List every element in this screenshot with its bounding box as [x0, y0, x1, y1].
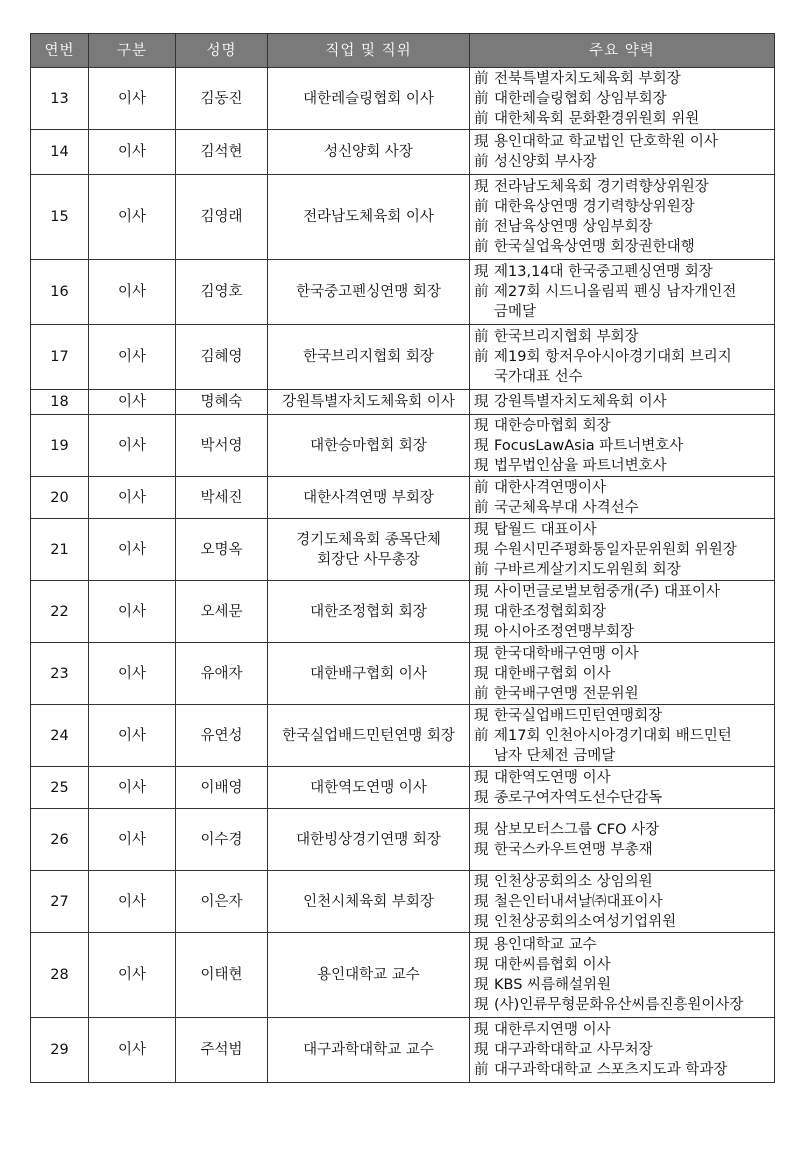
job-position-cell: 한국실업배드민턴연맹 회장 [268, 705, 470, 767]
career-item [474, 788, 774, 808]
table-row [31, 325, 775, 390]
name-cell: 이태현 [176, 933, 268, 1018]
career-status-mark: 現 [474, 394, 489, 410]
career-text: 법무법인삼율 파트너변호사 [494, 457, 667, 474]
career-status-mark: 現 [474, 821, 489, 838]
number-cell: 27 [31, 871, 89, 933]
career-item [474, 1020, 774, 1040]
category-cell: 이사 [89, 260, 176, 325]
header-career: 주요 약력 [470, 34, 775, 68]
job-position-cell: 대한승마협회 회장 [268, 415, 470, 477]
category-cell: 이사 [89, 871, 176, 933]
career-status-mark: 前 [474, 727, 489, 744]
job-position-cell: 대한사격연맹 부회장 [268, 477, 470, 519]
category-cell: 이사 [89, 519, 176, 581]
name-cell: 김영래 [176, 175, 268, 260]
career-status-mark: 現 [474, 841, 489, 858]
table-row [31, 581, 775, 643]
career-text: 강원특별자치도체육회 이사 [494, 394, 667, 410]
career-item [474, 282, 774, 302]
category-cell: 이사 [89, 175, 176, 260]
table-row [31, 68, 775, 130]
career-status-mark: 現 [474, 769, 489, 786]
table-row [31, 415, 775, 477]
job-position-cell: 대한빙상경기연맹 회장 [268, 809, 470, 871]
career-text: FocusLawAsia 파트너변호사 [494, 437, 684, 454]
career-item [474, 69, 774, 89]
career-text: 탑월드 대표이사 [494, 521, 597, 538]
career-status-mark: 前 [474, 1062, 489, 1078]
career-text: 대구과학대학교 사무처장 [494, 1042, 653, 1058]
career-item [474, 726, 774, 746]
career-item [474, 975, 774, 995]
career-text: 용인대학교 학교법인 단호학원 이사 [494, 134, 718, 150]
career-text: 아시아조정연맹부회장 [494, 623, 635, 640]
career-text: 인천상공회의소여성기업위원 [494, 913, 677, 930]
table-row [31, 130, 775, 175]
career-status-mark: 現 [474, 1042, 489, 1058]
category-cell: 이사 [89, 415, 176, 477]
job-position-cell: 인천시체육회 부회장 [268, 871, 470, 933]
career-item [474, 89, 774, 109]
career-item [474, 912, 774, 932]
career-text: 종로구여자역도선수단감독 [494, 789, 663, 806]
number-cell: 19 [31, 415, 89, 477]
career-status-mark: 現 [474, 645, 489, 662]
career-status-mark: 前 [474, 499, 489, 516]
number-cell: 22 [31, 581, 89, 643]
name-cell: 김석현 [176, 130, 268, 175]
career-text: 한국브리지협회 부회장 [494, 329, 639, 345]
career-text: 사이먼글로벌보험중개(주) 대표이사 [494, 583, 721, 600]
career-status-mark: 前 [474, 329, 489, 345]
job-position-cell: 성신양회 사장 [268, 130, 470, 175]
career-text: 대한조정협회회장 [494, 603, 607, 620]
career-item [474, 935, 774, 955]
career-item [474, 622, 774, 642]
category-cell: 이사 [89, 325, 176, 390]
job-position-cell: 한국브리지협회 회장 [268, 325, 470, 390]
career-cell [470, 767, 775, 809]
table-header-row [31, 34, 775, 68]
career-cell [470, 643, 775, 705]
career-item [474, 820, 774, 840]
number-cell: 28 [31, 933, 89, 1018]
career-text: 대한씨름협회 이사 [494, 957, 611, 973]
career-text: 대한승마협회 회장 [494, 417, 611, 434]
career-item [474, 109, 774, 129]
career-status-mark: 現 [474, 665, 489, 682]
number-cell: 18 [31, 390, 89, 415]
career-text: 제27회 시드니올림픽 펜싱 남자개인전 [494, 284, 737, 300]
career-item [474, 262, 774, 282]
career-status-mark: 現 [474, 873, 489, 890]
career-cell [470, 809, 775, 871]
career-item [474, 197, 774, 217]
name-cell: 주석범 [176, 1018, 268, 1083]
career-item [474, 347, 774, 367]
career-cell [470, 130, 775, 175]
career-status-mark: 前 [474, 284, 489, 300]
career-cell [470, 68, 775, 130]
career-cell [470, 415, 775, 477]
career-cell [470, 325, 775, 390]
career-status-mark: 現 [474, 997, 489, 1013]
career-cell [470, 933, 775, 1018]
category-cell: 이사 [89, 705, 176, 767]
header-number: 연번 [31, 34, 89, 68]
job-position-cell: 대한배구협회 이사 [268, 643, 470, 705]
table-row [31, 643, 775, 705]
career-text: 인천상공회의소 상임의원 [494, 873, 653, 890]
name-cell: 이은자 [176, 871, 268, 933]
job-position-cell: 전라남도체육회 이사 [268, 175, 470, 260]
career-status-mark: 現 [474, 937, 489, 953]
career-item [474, 746, 774, 766]
career-item [474, 768, 774, 788]
career-cell [470, 705, 775, 767]
career-text: 대한체육회 문화환경위원회 위원 [494, 110, 700, 127]
career-item [474, 706, 774, 726]
category-cell: 이사 [89, 809, 176, 871]
career-status-mark: 現 [474, 893, 489, 910]
name-cell: 김동진 [176, 68, 268, 130]
career-status-mark: 前 [474, 154, 489, 170]
career-item [474, 664, 774, 684]
name-cell: 김영호 [176, 260, 268, 325]
career-text: 제19회 항저우아시아경기대회 브리지 [494, 349, 732, 365]
table-row [31, 767, 775, 809]
name-cell: 오명옥 [176, 519, 268, 581]
career-text: 금메달 [494, 304, 537, 320]
header-category: 구분 [89, 34, 176, 68]
category-cell: 이사 [89, 581, 176, 643]
number-cell: 14 [31, 130, 89, 175]
job-position-cell: 한국중고펜싱연맹 회장 [268, 260, 470, 325]
career-item [474, 560, 774, 580]
career-text: 구바르게살기지도위원회 회장 [494, 561, 681, 578]
header-name: 성명 [176, 34, 268, 68]
name-cell: 오세문 [176, 581, 268, 643]
career-status-mark: 前 [474, 219, 489, 235]
career-cell [470, 477, 775, 519]
number-cell: 21 [31, 519, 89, 581]
table-row [31, 1018, 775, 1083]
job-position-cell: 경기도체육회 종목단체 회장단 사무총장 [268, 519, 470, 581]
table-row [31, 809, 775, 871]
career-item [474, 872, 774, 892]
career-status-mark: 現 [474, 957, 489, 973]
table-row [31, 705, 775, 767]
career-text: 한국배구연맹 전문위원 [494, 685, 639, 702]
career-cell [470, 519, 775, 581]
career-item [474, 602, 774, 622]
career-text: 한국실업육상연맹 회장권한대행 [494, 239, 695, 255]
name-cell: 김혜영 [176, 325, 268, 390]
career-item [474, 955, 774, 975]
job-position-cell: 대한조정협회 회장 [268, 581, 470, 643]
career-text: 대한루지연맹 이사 [494, 1022, 611, 1038]
category-cell: 이사 [89, 933, 176, 1018]
number-cell: 20 [31, 477, 89, 519]
career-text: 전북특별자치도체육회 부회장 [494, 70, 681, 87]
career-status-mark: 現 [474, 134, 489, 150]
career-item [474, 995, 774, 1015]
career-item [474, 392, 774, 412]
career-status-mark: 前 [474, 199, 489, 215]
career-status-mark: 現 [474, 179, 489, 195]
name-cell: 박세진 [176, 477, 268, 519]
career-status-mark: 現 [474, 977, 489, 993]
table-row [31, 260, 775, 325]
career-status-mark: 前 [474, 685, 489, 702]
number-cell: 13 [31, 68, 89, 130]
category-cell: 이사 [89, 390, 176, 415]
number-cell: 15 [31, 175, 89, 260]
career-status-mark: 現 [474, 457, 489, 474]
number-cell: 29 [31, 1018, 89, 1083]
career-item [474, 456, 774, 476]
career-item [474, 302, 774, 322]
career-text: 성신양회 부사장 [494, 154, 597, 170]
career-status-mark: 現 [474, 623, 489, 640]
career-item [474, 498, 774, 518]
career-status-mark: 前 [474, 561, 489, 578]
name-cell: 박서영 [176, 415, 268, 477]
career-text: (사)인류무형문화유산씨름진흥원이사장 [494, 997, 744, 1013]
career-cell [470, 390, 775, 415]
career-item [474, 177, 774, 197]
job-position-cell: 대한레슬링협회 이사 [268, 68, 470, 130]
name-cell: 유연성 [176, 705, 268, 767]
career-status-mark: 現 [474, 913, 489, 930]
career-status-mark: 現 [474, 789, 489, 806]
career-text: 대한사격연맹이사 [494, 479, 607, 496]
career-item [474, 416, 774, 436]
career-status-mark: 現 [474, 603, 489, 620]
career-item [474, 684, 774, 704]
career-cell [470, 1018, 775, 1083]
category-cell: 이사 [89, 1018, 176, 1083]
career-text: 제13,14대 한국중고펜싱연맹 회장 [494, 264, 713, 280]
name-cell: 유애자 [176, 643, 268, 705]
career-status-mark: 現 [474, 521, 489, 538]
table-row [31, 519, 775, 581]
category-cell: 이사 [89, 643, 176, 705]
category-cell: 이사 [89, 477, 176, 519]
career-status-mark: 前 [474, 90, 489, 107]
career-text: 전남육상연맹 상임부회장 [494, 219, 653, 235]
career-text: 철은인터내셔날㈜대표이사 [494, 893, 663, 910]
career-text: 용인대학교 교수 [494, 937, 597, 953]
career-text: 대구과학대학교 스포츠지도과 학과장 [494, 1062, 728, 1078]
career-status-mark: 現 [474, 264, 489, 280]
name-cell: 이수경 [176, 809, 268, 871]
number-cell: 16 [31, 260, 89, 325]
career-item [474, 540, 774, 560]
job-position-cell: 대한역도연맹 이사 [268, 767, 470, 809]
career-status-mark: 現 [474, 437, 489, 454]
board-members-table [30, 33, 775, 1083]
career-text: 한국스카우트연맹 부총재 [494, 841, 653, 858]
career-text: KBS 씨름해설위원 [494, 977, 612, 993]
category-cell: 이사 [89, 68, 176, 130]
table-row [31, 477, 775, 519]
career-text: 국군체육부대 사격선수 [494, 499, 639, 516]
career-item [474, 840, 774, 860]
number-cell: 26 [31, 809, 89, 871]
career-text: 대한배구협회 이사 [494, 665, 611, 682]
career-item [474, 237, 774, 257]
career-item [474, 1040, 774, 1060]
number-cell: 23 [31, 643, 89, 705]
career-text: 수원시민주평화통일자문위원회 위원장 [494, 541, 737, 558]
career-status-mark: 前 [474, 70, 489, 87]
career-item [474, 644, 774, 664]
career-text: 전라남도체육회 경기력향상위원장 [494, 179, 709, 195]
table-row [31, 871, 775, 933]
career-status-mark: 前 [474, 239, 489, 255]
career-status-mark: 前 [474, 349, 489, 365]
career-text: 삼보모터스그룹 CFO 사장 [494, 821, 660, 838]
career-item [474, 478, 774, 498]
career-text: 대한역도연맹 이사 [494, 769, 611, 786]
number-cell: 24 [31, 705, 89, 767]
career-cell [470, 175, 775, 260]
career-status-mark: 現 [474, 417, 489, 434]
career-status-mark: 現 [474, 707, 489, 724]
career-cell [470, 581, 775, 643]
career-item [474, 520, 774, 540]
career-item [474, 1060, 774, 1080]
career-item [474, 582, 774, 602]
career-cell [470, 871, 775, 933]
number-cell: 17 [31, 325, 89, 390]
header-job-position: 직업 및 직위 [268, 34, 470, 68]
table-row [31, 933, 775, 1018]
name-cell: 명혜숙 [176, 390, 268, 415]
career-status-mark: 前 [474, 479, 489, 496]
career-item [474, 367, 774, 387]
career-status-mark: 現 [474, 541, 489, 558]
career-item [474, 327, 774, 347]
career-item [474, 892, 774, 912]
category-cell: 이사 [89, 130, 176, 175]
name-cell: 이배영 [176, 767, 268, 809]
career-status-mark: 現 [474, 1022, 489, 1038]
table-row [31, 175, 775, 260]
career-text: 제17회 인천아시아경기대회 배드민턴 [494, 727, 732, 744]
career-item [474, 132, 774, 152]
career-item [474, 152, 774, 172]
career-status-mark: 前 [474, 110, 489, 127]
category-cell: 이사 [89, 767, 176, 809]
career-item [474, 436, 774, 456]
career-text: 국가대표 선수 [494, 369, 583, 385]
career-text: 남자 단체전 금메달 [494, 747, 616, 764]
career-item [474, 217, 774, 237]
career-text: 대한레슬링협회 상임부회장 [494, 90, 667, 107]
table-body [31, 68, 775, 1083]
table-row [31, 390, 775, 415]
career-text: 한국대학배구연맹 이사 [494, 645, 639, 662]
career-text: 한국실업배드민턴연맹회장 [494, 707, 663, 724]
career-cell [470, 260, 775, 325]
job-position-cell: 대구과학대학교 교수 [268, 1018, 470, 1083]
job-position-cell: 강원특별자치도체육회 이사 [268, 390, 470, 415]
job-position-cell: 용인대학교 교수 [268, 933, 470, 1018]
career-status-mark: 現 [474, 583, 489, 600]
number-cell: 25 [31, 767, 89, 809]
career-text: 대한육상연맹 경기력향상위원장 [494, 199, 695, 215]
